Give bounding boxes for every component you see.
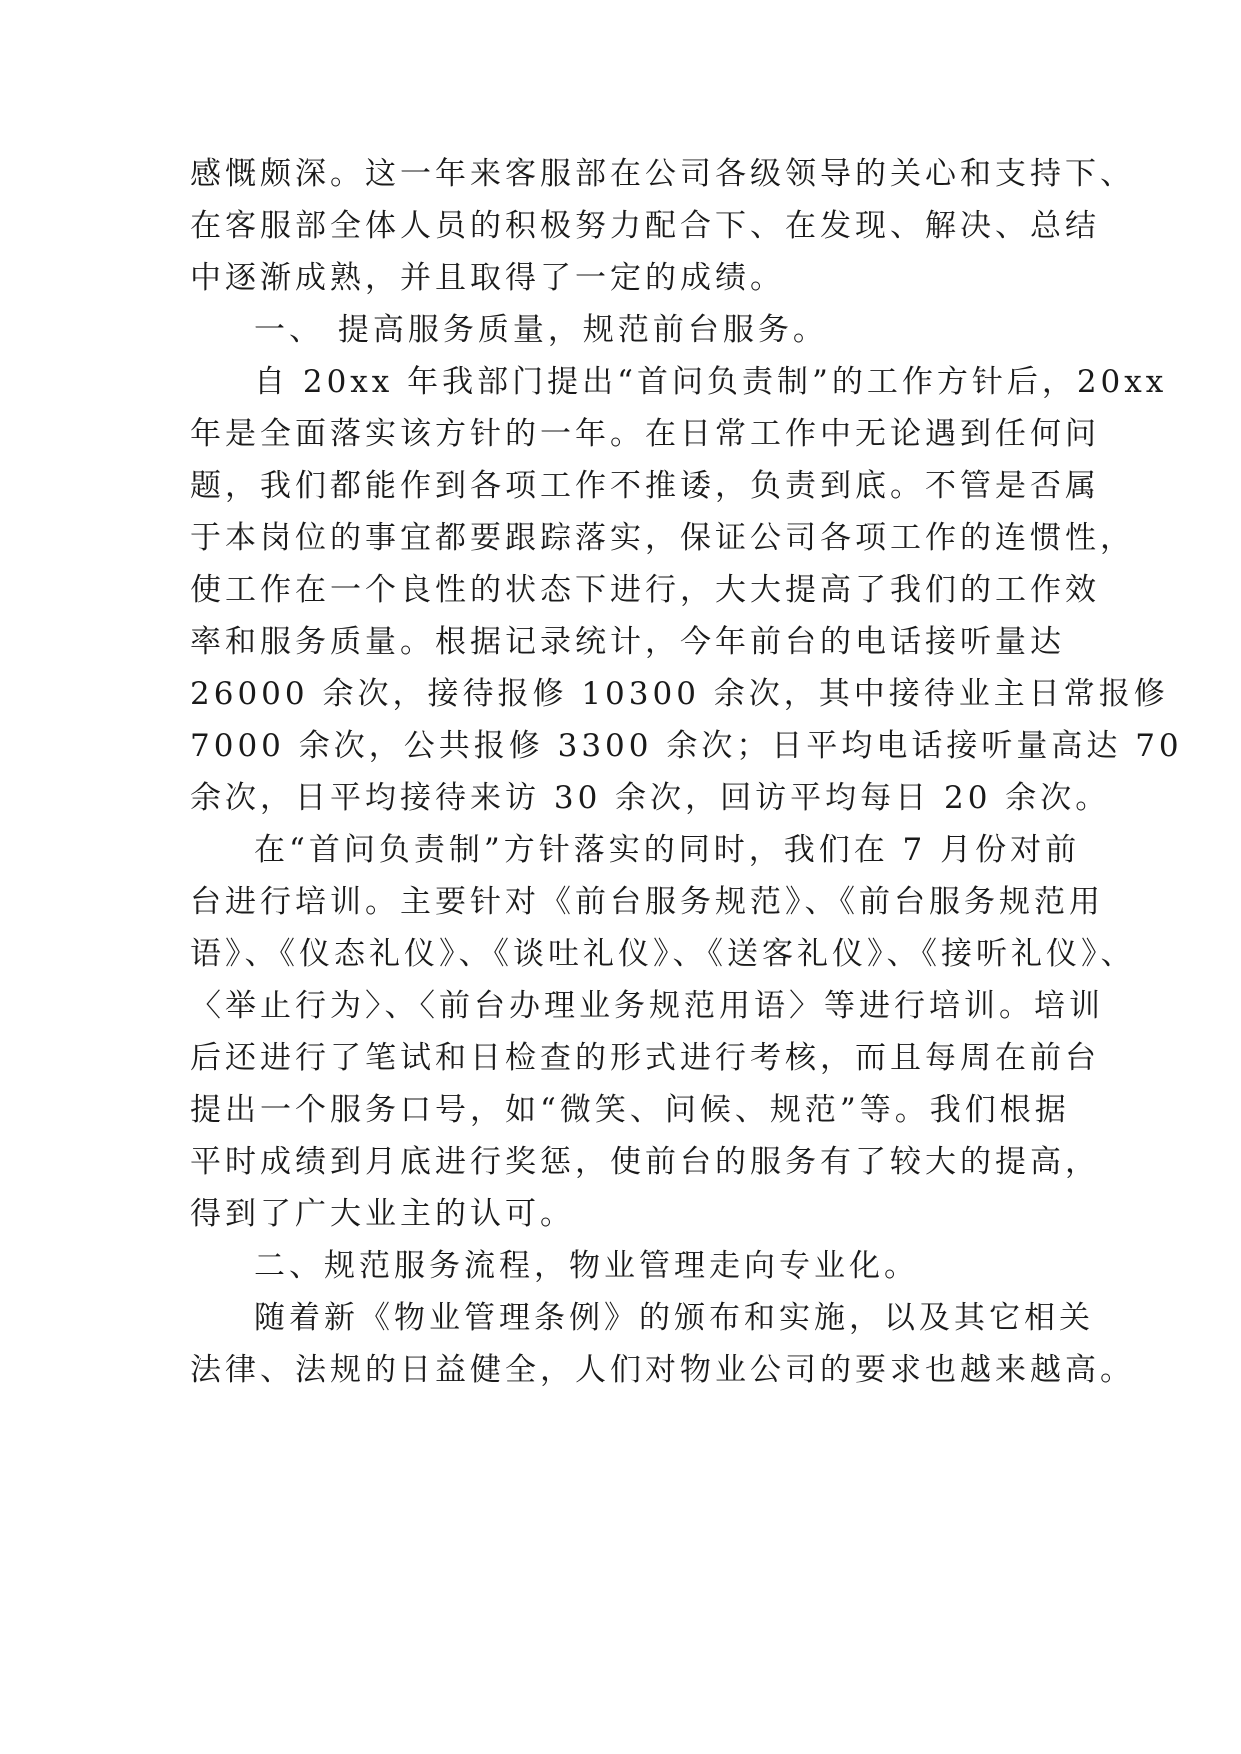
text-line-12: 7000 余次，公共报修 3300 余次；日平均电话接听量高达 70 <box>190 728 1183 764</box>
text-line-1: 感慨颇深。这一年来客服部在公司各级领导的关心和支持下、 <box>190 156 1135 192</box>
text-line-3: 中逐渐成熟，并且取得了一定的成绩。 <box>190 260 785 296</box>
text-line-21: 得到了广大业主的认可。 <box>190 1196 575 1232</box>
text-line-2: 在客服部全体人员的积极努力配合下、在发现、解决、总结 <box>190 208 1100 244</box>
section-heading-1: 一、 提高服务质量，规范前台服务。 <box>254 312 828 348</box>
text-line-16: 语》、《仪态礼仪》、《谈吐礼仪》、《送客礼仪》、《接听礼仪》、 <box>190 936 1136 972</box>
text-line-24: 法律、法规的日益健全，人们对物业公司的要求也越来越高。 <box>190 1352 1135 1388</box>
text-line-9: 使工作在一个良性的状态下进行，大大提高了我们的工作效 <box>190 572 1100 608</box>
text-line-20: 平时成绩到月底进行奖惩，使前台的服务有了较大的提高， <box>190 1144 1100 1180</box>
text-line-23: 随着新《物业管理条例》的颁布和实施，以及其它相关 <box>254 1300 1094 1336</box>
text-line-7: 题，我们都能作到各项工作不推诿，负责到底。不管是否属 <box>190 468 1100 504</box>
text-line-10: 率和服务质量。根据记录统计，今年前台的电话接听量达 <box>190 624 1065 660</box>
text-line-8: 于本岗位的事宜都要跟踪落实，保证公司各项工作的连惯性， <box>190 520 1135 556</box>
text-line-6: 年是全面落实该方针的一年。在日常工作中无论遇到任何问 <box>190 416 1100 452</box>
text-line-19: 提出一个服务口号，如“微笑、问候、规范”等。我们根据 <box>190 1092 1070 1128</box>
text-line-13: 余次，日平均接待来访 30 余次，回访平均每日 20 余次。 <box>190 780 1111 816</box>
text-line-11: 26000 余次，接待报修 10300 余次，其中接待业主日常报修 <box>190 676 1169 712</box>
text-line-17: 〈举止行为〉、〈前台办理业务规范用语〉等进行培训。培训 <box>190 988 1104 1024</box>
text-line-5: 自 20xx 年我部门提出“首问负责制”的工作方针后，20xx <box>254 364 1168 400</box>
text-line-15: 台进行培训。主要针对《前台服务规范》、《前台服务规范用 <box>190 884 1104 920</box>
document-body <box>190 148 1183 1396</box>
text-line-14: 在“首问负责制”方针落实的同时，我们在 7 月份对前 <box>254 832 1081 868</box>
text-line-18: 后还进行了笔试和日检查的形式进行考核，而且每周在前台 <box>190 1040 1100 1076</box>
section-heading-2: 二、规范服务流程，物业管理走向专业化。 <box>254 1248 919 1284</box>
